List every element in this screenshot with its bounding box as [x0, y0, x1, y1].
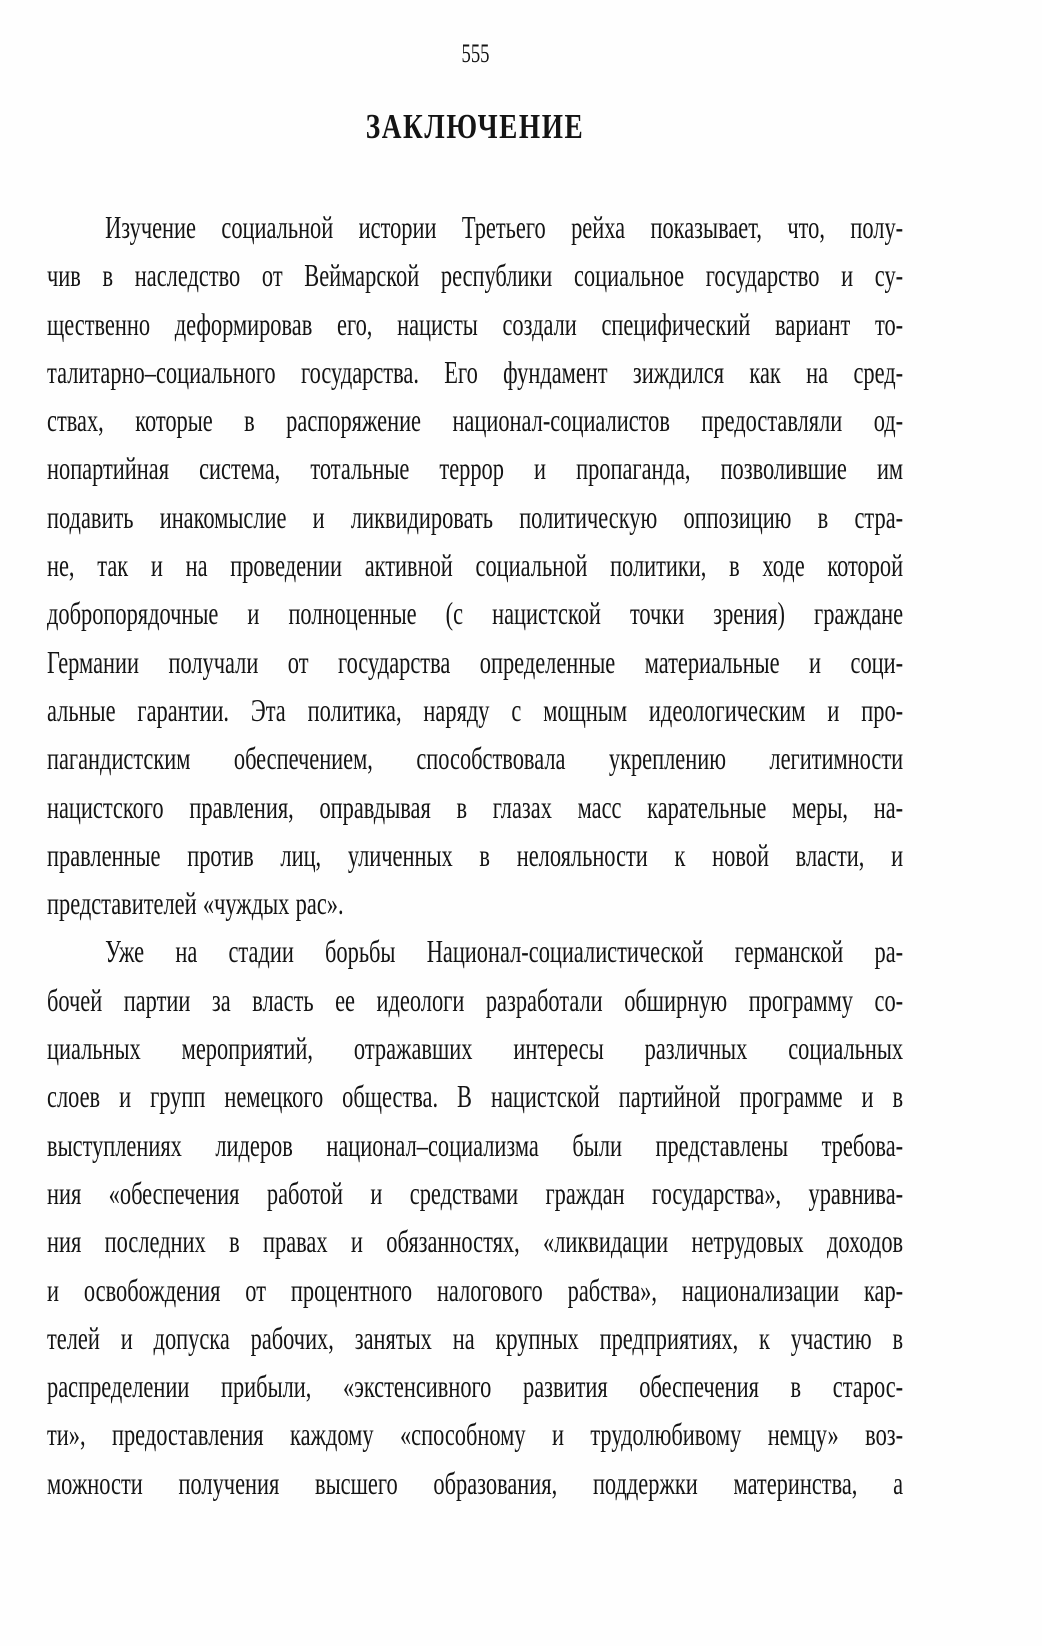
text-line: представителей «чуждых рас».	[47, 885, 344, 922]
text-line: ти», предоставления каждому «способному и трудолюбивому немцу» воз-	[47, 1416, 904, 1453]
text-line: ния последних в правах и обязанностях, «ликвидации нетрудовых доходов	[47, 1223, 904, 1260]
text-line: Уже на стадии борьбы Национал-социалистической германской ра-	[105, 933, 904, 970]
text-line: можности получения высшего образования, поддержки материнства, а	[47, 1464, 904, 1501]
text-line: талитарно–социального государства. Его фундамент зиждился как на сред-	[47, 353, 904, 390]
text-line: Изучение социальной истории Третьего рейха показывает, что, полу-	[105, 209, 904, 245]
body-text	[47, 203, 903, 1507]
paragraph	[47, 927, 903, 1507]
paragraph	[47, 203, 903, 927]
text-line: не, так и на проведении активной социальной политики, в ходе которой	[47, 547, 904, 584]
chapter-heading	[47, 106, 903, 148]
text-line: телей и допуска рабочих, занятых на крупных предприятиях, к участию в	[47, 1319, 904, 1356]
page-number	[47, 38, 903, 70]
page-number-value: 555	[460, 39, 490, 68]
text-line: нацистского правления, оправдывая в глазах масс карательные меры, на-	[47, 788, 904, 825]
text-line: альные гарантии. Эта политика, наряду с мощным идеологическим и про-	[47, 691, 904, 728]
text-line: и освобождения от процентного налогового рабства», национализации кар-	[47, 1271, 904, 1308]
text-line: чив в наследство от Веймарской республики социальное государство и су-	[47, 257, 904, 294]
chapter-heading-text: ЗАКЛЮЧЕНИЕ	[365, 107, 585, 146]
text-line: щественно деформировав его, нацисты создали специфический вариант то-	[47, 305, 904, 342]
text-line: подавить инакомыслие и ликвидировать политическую оппозицию в стра-	[47, 498, 904, 535]
text-line: пагандистским обеспечением, способствовала укреплению легитимности	[47, 740, 904, 777]
text-line: ствах, которые в распоряжение национал-социалистов предоставляли од-	[47, 402, 904, 439]
text-line: циальных мероприятий, отражавших интересы различных социальных	[47, 1030, 904, 1067]
text-line: выступлениях лидеров национал–социализма были представлены требова-	[47, 1126, 904, 1163]
text-line: правленные против лиц, уличенных в нелояльности к новой власти, и	[47, 836, 904, 873]
text-line: слоев и групп немецкого общества. В нацистской партийной программе и в	[47, 1078, 904, 1115]
text-line: нопартийная система, тотальные террор и пропаганда, позволившие им	[47, 450, 904, 487]
text-line: бочей партии за власть ее идеологи разработали обширную программу со-	[47, 981, 904, 1018]
text-line: добропорядочные и полноценные (с нацистской точки зрения) граждане	[47, 595, 904, 632]
text-line: Германии получали от государства определенные материальные и соци-	[47, 643, 904, 680]
text-line: распределении прибыли, «экстенсивного развития обеспечения в старос-	[47, 1368, 904, 1405]
text-line: ния «обеспечения работой и средствами граждан государства», уравнива-	[47, 1174, 904, 1211]
